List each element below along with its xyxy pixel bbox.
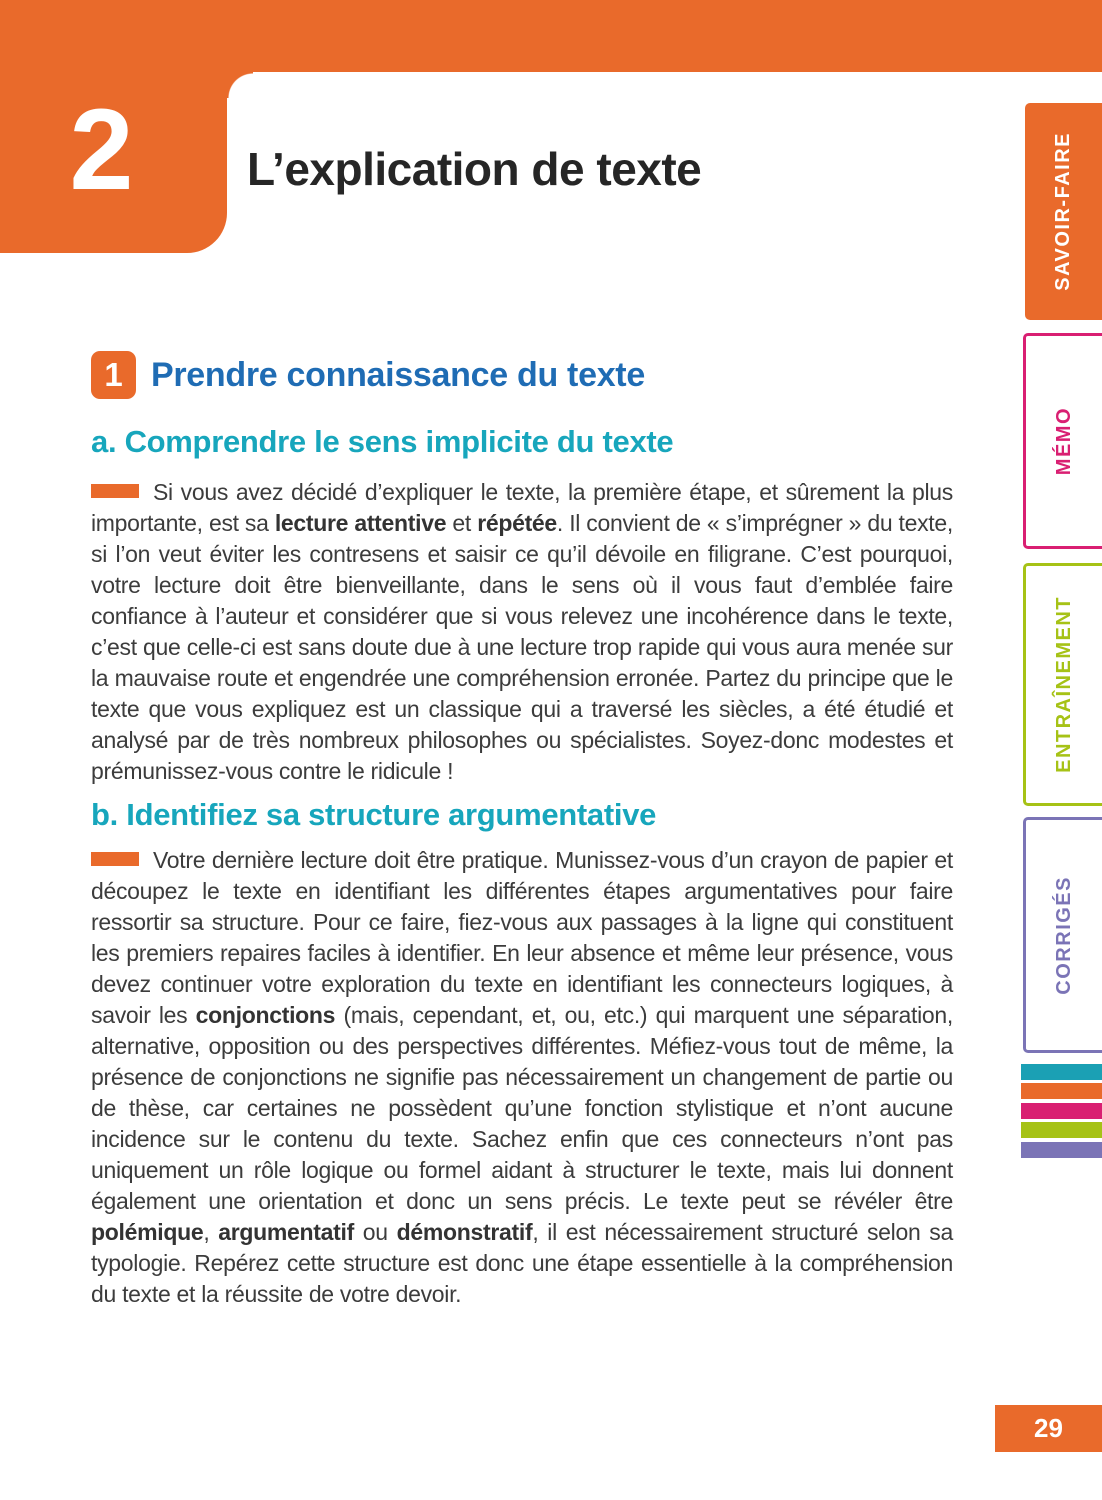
- header-corner-curve: [227, 72, 253, 98]
- page-number-badge: [995, 1405, 1102, 1452]
- sidebar-tab-memo: [1023, 333, 1102, 549]
- paragraph-text: Votre dernière lecture doit être pratique. Munissez-vous d’un crayon de papier et découpez le texte en identifiant les différentes étapes argumentatives pour faire ressortir sa structure. Pour ce faire, fiez-vous aux passages à la ligne qui constituent les premiers repaires faciles à identifier. En leur absence et même leur présence, vous devez continuer votre exploration du texte en identifiant les connecteurs logiques, à savoir les conjonctions (mais, cependant, et, ou, etc.) qui marquent une séparation, alternative, opposition ou des perspectives différentes. Méfiez-vous tout de même, la présence de conjonctions ne signifie pas nécessairement un changement de partie ou de thèse, car certaines ne possèdent qu’une fonction stylistique et n’ont aucune incidence sur le contenu du texte. Sachez enfin que ces connecteurs n’ont pas uniquement un rôle logique ou formel aidant à structurer le texte, mais lui donnent également une orientation et donc un sens précis. Le texte peut se révéler être polémique, argumentatif ou démonstratif, il est nécessairement structuré selon sa typologie. Repérez cette structure est donc une étape essentielle à la compréhension du texte et la réussite de votre devoir.: [91, 847, 954, 1307]
- sidebar-tab-savoir-faire: [1025, 103, 1102, 320]
- section-heading: [91, 351, 645, 399]
- sidebar-color-bar: [1021, 1083, 1102, 1099]
- subsection-a-paragraph: [91, 477, 953, 787]
- chapter-number-badge: [0, 0, 227, 253]
- section-title: Prendre connaissance du texte: [151, 355, 645, 394]
- sidebar-tab-entrainement: [1023, 563, 1102, 806]
- sidebar-color-bar: [1021, 1064, 1102, 1080]
- chapter-title: L’explication de texte: [247, 143, 702, 195]
- sidebar-color-bar: [1021, 1103, 1102, 1119]
- page-number: 29: [1034, 1413, 1063, 1443]
- subsection-b-paragraph: [91, 845, 953, 1310]
- sidebar-tab-label: ENTRAÎNEMENT: [1052, 596, 1075, 773]
- sidebar-color-bar: [1021, 1122, 1102, 1138]
- chapter-number: 2: [69, 86, 134, 214]
- section-number-badge: 1: [91, 351, 136, 399]
- subsection-a-title: a. Comprendre le sens implicite du texte: [91, 424, 674, 459]
- paragraph-text: Si vous avez décidé d’expliquer le texte, la première étape, et sûrement la plus importante, est sa lecture attentive et répétée. Il convient de « s’imprégner » du texte, si l’on veut éviter les contresens et saisir ce qu’il dévoile en filigrane. C’est pourquoi, votre lecture doit être bienveillante, dans le sens où il vous faut d’emblée faire confiance à l’auteur et considérer que si vous relevez une incohérence dans le texte, c’est que celle-ci est sans doute due à une lecture trop rapide qui vous aura menée sur la mauvaise route et engendrée une compréhension erronée. Partez du principe que le texte que vous expliquez est un classique qui a traversé les siècles, a été étudié et analysé par de très nombreux philosophes ou spécialistes. Soyez-donc modestes et prémunissez-vous contre le ridicule !: [91, 479, 953, 784]
- subsection-b-title: b. Identifiez sa structure argumentative: [91, 797, 657, 832]
- paragraph-bullet-icon: [91, 852, 139, 866]
- sidebar-tab-label: CORRIGÉS: [1052, 875, 1075, 995]
- sidebar-tab-label: SAVOIR-FAIRE: [1052, 132, 1074, 291]
- sidebar-tab-label: MÉMO: [1052, 406, 1075, 476]
- sidebar-color-bar: [1021, 1142, 1102, 1158]
- paragraph-bullet-icon: [91, 484, 139, 498]
- sidebar-tab-corriges: [1023, 817, 1102, 1053]
